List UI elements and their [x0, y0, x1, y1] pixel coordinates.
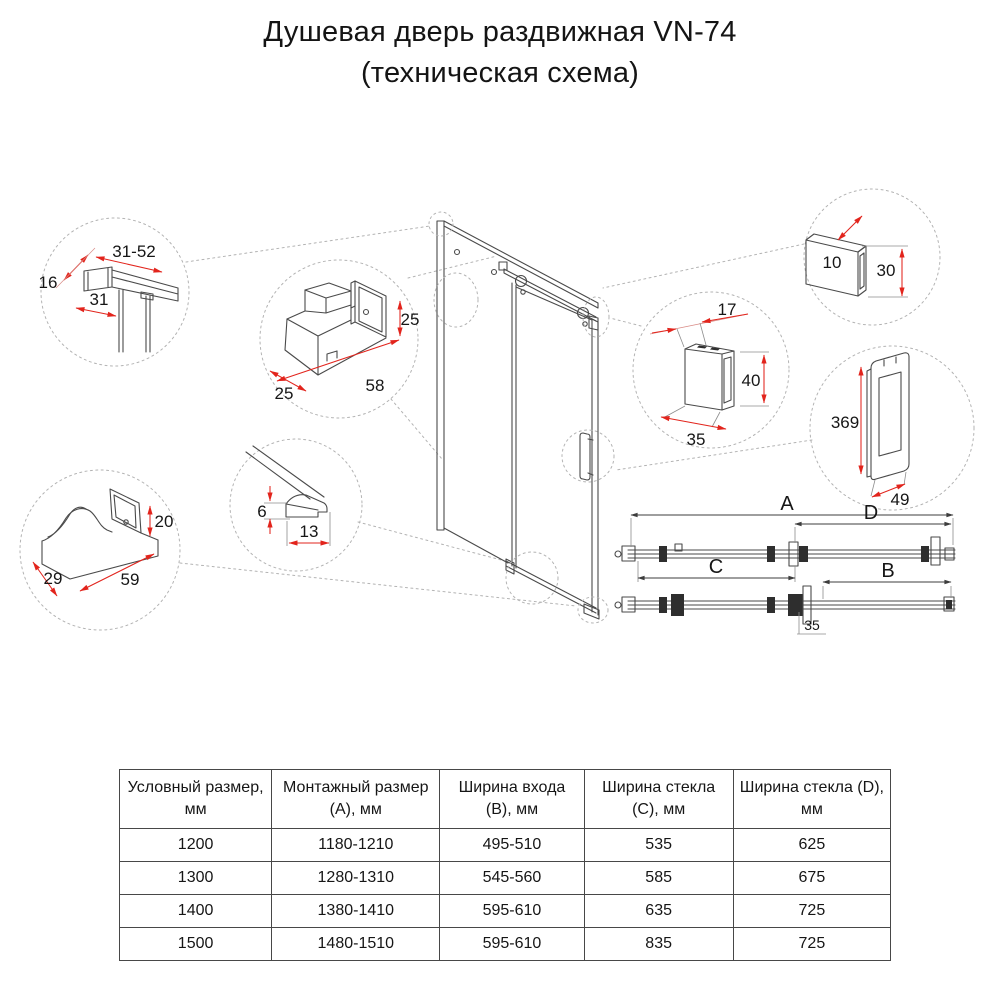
- dim-seal-width: 13: [299, 522, 319, 541]
- dim-clamp-bottom-width: 35: [686, 430, 706, 449]
- dim-wall-profile-range: 31-52: [112, 242, 156, 261]
- cell-nominal: 1300: [120, 862, 272, 895]
- dim-guide-depth: 29: [43, 569, 63, 588]
- dim-handle-width: 49: [890, 490, 910, 509]
- cell-glass-c: 835: [584, 928, 733, 961]
- dim-tube-depth: 10: [822, 253, 842, 272]
- cell-entry: 495-510: [440, 829, 584, 862]
- cell-mounting: 1280-1310: [272, 862, 440, 895]
- callout-connector-lines: [180, 226, 812, 606]
- col-header-glass-width-d: Ширина стекла (D), мм: [733, 770, 890, 829]
- detail-wall-profile-top: [39, 242, 178, 352]
- cell-entry: 545-560: [440, 862, 584, 895]
- cell-glass-d: 725: [733, 928, 890, 961]
- col-header-glass-width-c: Ширина стекла (С), мм: [584, 770, 733, 829]
- table-row: [120, 829, 891, 862]
- cell-mounting: 1380-1410: [272, 895, 440, 928]
- table-header-row: [120, 770, 891, 829]
- plan-dim-a: A: [780, 493, 794, 515]
- cell-nominal: 1500: [120, 928, 272, 961]
- dim-wall-profile-inner: 31: [89, 290, 109, 309]
- dim-carriage-depth: 25: [274, 384, 294, 403]
- plan-dim-d: D: [863, 502, 879, 524]
- cell-entry: 595-610: [440, 895, 584, 928]
- cell-glass-d: 725: [733, 895, 890, 928]
- col-header-nominal-size: Условный размер, мм: [120, 770, 272, 829]
- table-row: [120, 895, 891, 928]
- detail-bottom-guide: [33, 489, 173, 596]
- cell-glass-d: 675: [733, 862, 890, 895]
- dim-wall-profile-depth: 16: [38, 273, 58, 292]
- dim-guide-length: 59: [120, 570, 140, 589]
- table-row: [120, 928, 891, 961]
- detail-seal-strip: [246, 446, 330, 546]
- shower-door-drawing: [429, 212, 614, 623]
- dim-seal-height: 6: [257, 502, 267, 521]
- cell-mounting: 1180-1210: [272, 829, 440, 862]
- plan-dim-c: C: [708, 556, 724, 578]
- col-header-mounting-size-a: Монтажный размер (А), мм: [272, 770, 440, 829]
- cell-glass-c: 585: [584, 862, 733, 895]
- cell-glass-c: 635: [584, 895, 733, 928]
- col-header-entry-width-b: Ширина входа (В), мм: [440, 770, 584, 829]
- dimensions-table: [119, 769, 891, 961]
- dim-clamp-top-width: 17: [717, 300, 737, 319]
- cell-glass-d: 625: [733, 829, 890, 862]
- dim-handle-height: 369: [830, 413, 860, 432]
- detail-wall-profile-vertical: [806, 216, 908, 297]
- dim-carriage-height: 25: [400, 310, 420, 329]
- cell-nominal: 1400: [120, 895, 272, 928]
- page-title-line1: Душевая дверь раздвижная VN-74: [263, 16, 737, 48]
- plan-dim-b: B: [881, 560, 895, 582]
- cell-glass-c: 535: [584, 829, 733, 862]
- rail-plan-sections: [615, 493, 955, 634]
- detail-handle: [831, 353, 910, 509]
- dim-guide-height: 20: [154, 512, 174, 531]
- cell-mounting: 1480-1510: [272, 928, 440, 961]
- dim-clamp-height: 40: [741, 371, 761, 390]
- table-row: [120, 862, 891, 895]
- detail-roller-carriage: [270, 281, 419, 403]
- plan-dim-offset: 35: [804, 617, 820, 633]
- page-title-line2: (техническая схема): [360, 57, 640, 89]
- dim-carriage-length: 58: [365, 376, 385, 395]
- dim-tube-height: 30: [876, 261, 896, 280]
- cell-entry: 595-610: [440, 928, 584, 961]
- detail-glass-clamp: [650, 300, 769, 449]
- cell-nominal: 1200: [120, 829, 272, 862]
